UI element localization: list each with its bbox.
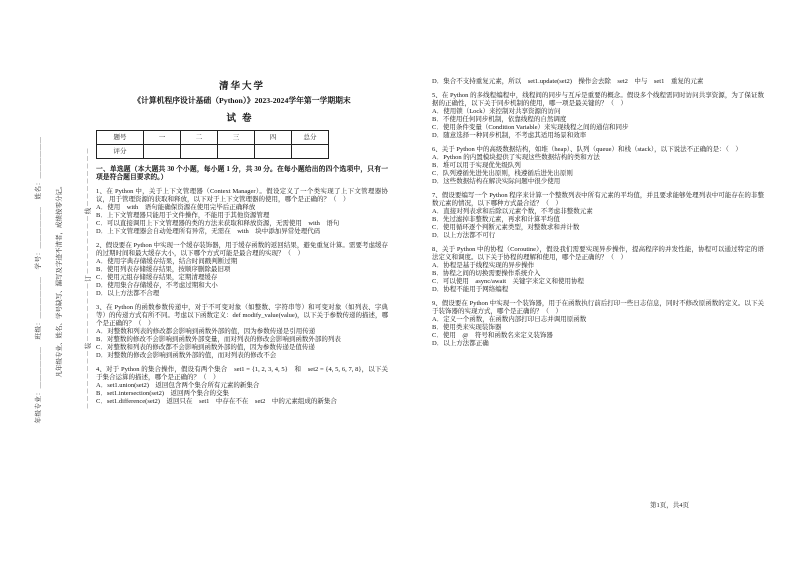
question-7-option-d: D．以上方法都不可行 xyxy=(432,232,496,239)
question-6-stem: 6、关于 Python 中的高级数据结构，如堆（heap）、队列（queue）和栈（stack），以下说法不正确的是：（ ） xyxy=(432,146,742,153)
question-9 xyxy=(432,300,764,348)
score-table-col: 一 xyxy=(144,131,181,145)
question-3-option-b: B．对整数的修改不会影响到函数外部变量，而对列表的修改会影响到函数外部的列表 xyxy=(96,335,341,343)
question-2-option-a: A．使用字典存储缓存结果，结合时间戳判断过期 xyxy=(96,257,238,265)
score-cell-empty xyxy=(144,145,181,159)
question-5-option-c: C．使用条件变量（Condition Variable）来实现线程之间的通信和同步 xyxy=(432,124,629,131)
question-5-stem: 5、在 Python 的多线程编程中，线程间的同步与互斥是重要的概念。假设多个线程需同时访问共享资源，为了保证数据的正确性，以下关于同步机制的使用，哪一项是最关键的？（ ） xyxy=(432,92,764,107)
question-2-stem: 2、假设要在 Python 中实现一个缓存装饰器，用于缓存函数的返回结果，避免重复计算。需要考虑缓存的过期时间和最大缓存大小，以下哪个方式可能是最合理的实现？（ ） xyxy=(96,241,388,257)
exam-course-title: 《计算机程序设计基础（Python）》2023-2024学年第一学期期末 xyxy=(133,96,351,105)
score-cell-empty xyxy=(218,145,255,159)
margin-student-fields: 年级专业：＿＿＿＿＿＿ 班级：＿＿＿＿＿＿ 学号：＿＿＿＿＿＿ 姓名：＿＿＿＿＿＿ xyxy=(35,136,42,424)
score-table-score-row xyxy=(97,145,329,159)
paper-label: 试卷 xyxy=(226,114,258,124)
question-3-option-d: D．对整数的修改会影响到函数外部的值，而对列表的修改不会 xyxy=(96,351,277,359)
section-heading: 一、单选题（本大题共 30 个小题，每小题 1 分，共 30 分。在每小题给出的四个选项中，只有一项是符合题目要求的。） xyxy=(96,166,388,182)
question-7-option-b: B．先过滤掉非整数元素，再求和计算平均值 xyxy=(432,216,560,223)
question-3 xyxy=(96,304,388,360)
score-table-col: 四 xyxy=(255,131,292,145)
score-table-col: 二 xyxy=(181,131,218,145)
score-cell-empty xyxy=(292,145,329,159)
question-5-option-d: D．随意选择一种同步机制，不考虑其适用场景和效率 xyxy=(432,132,587,139)
question-6-option-a: A．Python 的内置模块提供了实现这些数据结构的类和方法 xyxy=(432,154,600,161)
score-cell-empty xyxy=(255,145,292,159)
exam-content xyxy=(96,78,764,412)
margin-warning-text: 凡年级专业、姓名、学号缺写、漏写及字迹不清者，成绩按零分记。 xyxy=(56,182,63,378)
question-8-option-d: D．协程不能用于网络编程 xyxy=(432,286,509,293)
question-8-option-c: C．可以使用 async/await 关键字来定义和使用协程 xyxy=(432,278,585,285)
question-9-option-b: B．使用类来实现装饰器 xyxy=(432,324,502,331)
question-5-option-b: B．不使用任何同步机制，依靠线程的自然调度 xyxy=(432,116,567,123)
question-4-option-c: C．set1.difference(set2) 返回只在 set1 中存在不在 set2 中的元素组成的新集合 xyxy=(96,397,337,405)
question-1-option-b: B．上下文管理器只能用于文件操作，不能用于其他资源管理 xyxy=(96,211,270,219)
question-2-option-b: B．使用列表存储缓存结果，按顺序删除最旧项 xyxy=(96,265,231,273)
question-1 xyxy=(96,188,388,236)
question-4-option-d: D．集合不支持重复元素，所以 set1.update(set2) 操作会去除 set2 中与 set1 重复的元素 xyxy=(432,78,704,85)
question-9-option-a: A．定义一个函数，在函数内部打印日志并调用原函数 xyxy=(432,316,587,323)
question-1-option-a: A．使用 with 语句能确保资源在使用完毕后正确释放 xyxy=(96,203,256,211)
exam-header xyxy=(96,78,388,124)
question-6-option-c: C．队列遵循先进先出原则，栈遵循后进先出原则 xyxy=(432,170,573,177)
question-8 xyxy=(432,246,764,294)
question-5-option-a: A．使用锁（Lock）来控制对共享资源的访问 xyxy=(432,108,561,115)
question-4-option-a: A．set1.union(set2) 返回包含两个集合所有元素的新集合 xyxy=(96,381,260,389)
question-6-option-d: D．这些数据结构在解决实际问题中很少使用 xyxy=(432,178,561,185)
question-7-stem: 7、假设要编写一个 Python 程序来计算一个整数列表中所有元素的平均值，并且要求能够处理列表中可能存在的非整数元素的情况，以下哪种方式最合适？（ ） xyxy=(432,192,764,207)
question-3-option-c: C．对整数和列表的修改都不会影响到函数外部的值，因为参数传递是值传递 xyxy=(96,343,315,351)
question-7-option-c: C．使用循环逐个判断元素类型，对整数求和并计数 xyxy=(432,224,580,231)
left-column xyxy=(96,78,388,412)
question-2-option-d: D．使用集合存储缓存，不考虑过期和大小 xyxy=(96,281,218,289)
score-cell-empty xyxy=(181,145,218,159)
question-3-stem: 3、在 Python 的函数参数传递中，对于不可变对象（如整数、字符串等）和可变对象（如列表、字典等）的传递方式有所不同。考虑以下函数定义：def modify_value(value)，以下关于参数传递的描述，哪个是正确的？（ ） xyxy=(96,303,388,327)
question-4-stem: 4、对于 Python 的集合操作，假设有两个集合 set1 = {1, 2, 3, 4, 5} 和 set2 = {4, 5, 6, 7, 8}，以下关于集合运算的描述，哪个是正确的？（ ） xyxy=(96,365,388,381)
score-table-col: 三 xyxy=(218,131,255,145)
question-8-stem: 8、关于 Python 中的协程（Coroutine），假设我们需要实现异步操作，提高程序的并发性能，协程可以通过特定的语法定义和调度。以下关于协程的理解和使用，哪个是正确的？（ ） xyxy=(432,246,764,261)
question-6 xyxy=(432,146,764,186)
question-6-option-b: B．堆可以用于实现优先级队列 xyxy=(432,162,521,169)
right-column xyxy=(432,78,764,412)
question-4-option-b: B．set1.intersection(set2) 返回两个集合的交集 xyxy=(96,389,230,397)
question-2-option-c: C．使用元组存储缓存结果，定期清理缓存 xyxy=(96,273,218,281)
question-9-stem: 9、假设要在 Python 中实现一个装饰器，用于在函数执行前后打印一些日志信息，同时不修改原函数的定义。以下关于装饰器的实现方式，哪个是正确的？（ ） xyxy=(432,300,764,315)
question-2-option-e: D．以上方法都不合理 xyxy=(96,289,160,297)
score-table xyxy=(96,130,329,159)
question-3-option-a: A．对整数和列表的修改都会影响到函数外部的值，因为参数传递是引用传递 xyxy=(96,327,316,335)
question-8-option-a: A．协程是基于线程实现的异步操作 xyxy=(432,262,535,269)
question-7 xyxy=(432,192,764,240)
question-2 xyxy=(96,242,388,298)
question-9-option-d: D．以上方法都正确 xyxy=(432,340,489,347)
page-number: 第1页，共4页 xyxy=(650,502,689,509)
score-table-col: 总分 xyxy=(292,131,329,145)
score-table-header-row xyxy=(97,131,329,145)
binding-line: －－－－－－－－装－－－－－－－－订－－－－－－－－线－－－－－－－－ xyxy=(85,146,92,410)
question-4 xyxy=(96,366,388,406)
score-row-label: 评分 xyxy=(97,145,144,159)
question-9-option-c: C．使用 @ 符号和函数名来定义装饰器 xyxy=(432,332,553,339)
question-1-stem: 1、在 Python 中，关于上下文管理器（Context Manager）。假设定义了一个类实现了上下文管理器协议，用于管理资源的获取和释放，以下对于上下文管理器的使用，哪个是正确的？（ ） xyxy=(96,187,388,203)
question-1-option-c: C．可以直接调用上下文管理器的类的方法来获取和释放资源，无需使用 with 语句 xyxy=(96,219,340,227)
question-1-option-d: D．上下文管理器会自动处理所有异常，无需在 with 块中添加异常处理代码 xyxy=(96,227,321,235)
question-8-option-b: B．协程之间的切换需要操作系统介入 xyxy=(432,270,541,277)
university-name: 清华大学 xyxy=(218,82,265,92)
question-7-option-a: A．直接对列表求和后除以元素个数，不考虑非整数元素 xyxy=(432,208,593,215)
score-table-corner: 题号 xyxy=(97,131,144,145)
question-5 xyxy=(432,92,764,140)
